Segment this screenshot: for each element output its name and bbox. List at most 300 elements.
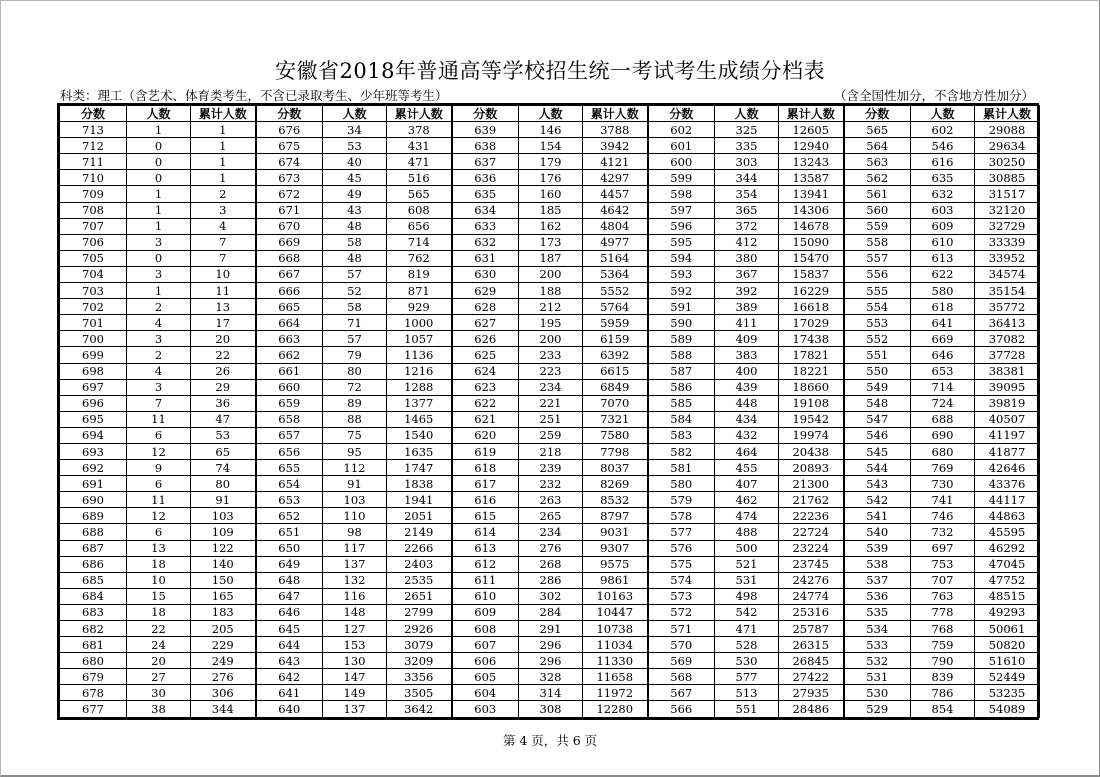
cell-score: 699 [60, 347, 127, 363]
cell-count: 89 [323, 395, 387, 411]
cell-count: 328 [519, 669, 583, 685]
cell-score: 536 [844, 588, 911, 604]
cell-score: 605 [452, 669, 519, 685]
cell-score: 639 [452, 122, 519, 138]
table-body [60, 122, 1040, 717]
cell-cumulative: 5364 [583, 266, 648, 282]
cell-cumulative: 11658 [583, 669, 648, 685]
cell-score: 685 [60, 572, 127, 588]
cell-score: 534 [844, 621, 911, 637]
cell-cumulative: 1377 [387, 395, 452, 411]
cell-cumulative: 54089 [975, 701, 1040, 717]
cell-score: 665 [256, 299, 323, 315]
cell-count: 680 [911, 443, 975, 459]
cell-count: 296 [519, 653, 583, 669]
cell-cumulative: 19542 [779, 411, 844, 427]
cell-score: 688 [60, 524, 127, 540]
cell-score: 591 [648, 299, 715, 315]
cell-cumulative: 471 [387, 154, 452, 170]
cell-cumulative: 24276 [779, 572, 844, 588]
cell-cumulative: 25316 [779, 604, 844, 620]
cell-count: 392 [715, 283, 779, 299]
table-row [60, 379, 1040, 395]
cell-cumulative: 1 [191, 122, 256, 138]
cell-count: 724 [911, 395, 975, 411]
cell-cumulative: 53235 [975, 685, 1040, 701]
cell-cumulative: 122 [191, 540, 256, 556]
cell-count: 521 [715, 556, 779, 572]
cell-cumulative: 26845 [779, 653, 844, 669]
cell-score: 659 [256, 395, 323, 411]
cell-count: 153 [323, 637, 387, 653]
category-note: 科类：理工（含艺术、体育类考生，不含已录取考生、少年班等考生） [60, 88, 448, 103]
cell-count: 2 [127, 347, 191, 363]
cell-cumulative: 4804 [583, 218, 648, 234]
cell-score: 556 [844, 266, 911, 282]
cell-cumulative: 1747 [387, 460, 452, 476]
header-score: 分数 [256, 106, 323, 122]
cell-cumulative: 20 [191, 331, 256, 347]
cell-cumulative: 7 [191, 250, 256, 266]
cell-count: 308 [519, 701, 583, 717]
cell-count: 9 [127, 460, 191, 476]
cell-cumulative: 714 [387, 234, 452, 250]
cell-cumulative: 8797 [583, 508, 648, 524]
cell-count: 110 [323, 508, 387, 524]
cell-count: 48 [323, 218, 387, 234]
cell-count: 95 [323, 443, 387, 459]
cell-count: 18 [127, 556, 191, 572]
cell-cumulative: 18221 [779, 363, 844, 379]
score-distribution-table [59, 105, 1040, 718]
cell-cumulative: 47752 [975, 572, 1040, 588]
cell-score: 642 [256, 669, 323, 685]
cell-count: 284 [519, 604, 583, 620]
table-row [60, 331, 1040, 347]
cell-score: 682 [60, 621, 127, 637]
cell-cumulative: 13243 [779, 154, 844, 170]
cell-cumulative: 17821 [779, 347, 844, 363]
cell-count: 276 [519, 540, 583, 556]
table-header-row [60, 106, 1040, 122]
cell-cumulative: 13941 [779, 186, 844, 202]
cell-score: 700 [60, 331, 127, 347]
cell-score: 678 [60, 685, 127, 701]
cell-cumulative: 33339 [975, 234, 1040, 250]
header-score: 分数 [452, 106, 519, 122]
cell-score: 706 [60, 234, 127, 250]
cell-count: 688 [911, 411, 975, 427]
cell-count: 372 [715, 218, 779, 234]
cell-score: 694 [60, 427, 127, 443]
cell-cumulative: 36413 [975, 315, 1040, 331]
cell-cumulative: 4457 [583, 186, 648, 202]
cell-cumulative: 565 [387, 186, 452, 202]
cell-count: 223 [519, 363, 583, 379]
cell-cumulative: 47 [191, 411, 256, 427]
cell-count: 730 [911, 476, 975, 492]
cell-score: 695 [60, 411, 127, 427]
cell-cumulative: 2 [191, 186, 256, 202]
cell-cumulative: 762 [387, 250, 452, 266]
cell-cumulative: 8532 [583, 492, 648, 508]
cell-count: 603 [911, 202, 975, 218]
cell-count: 137 [323, 701, 387, 717]
cell-cumulative: 29088 [975, 122, 1040, 138]
cell-count: 137 [323, 556, 387, 572]
table-row [60, 556, 1040, 572]
cell-score: 692 [60, 460, 127, 476]
cell-cumulative: 23745 [779, 556, 844, 572]
cell-cumulative: 41197 [975, 427, 1040, 443]
cell-score: 690 [60, 492, 127, 508]
cell-score: 683 [60, 604, 127, 620]
cell-count: 127 [323, 621, 387, 637]
table-row [60, 234, 1040, 250]
cell-score: 710 [60, 170, 127, 186]
cell-count: 528 [715, 637, 779, 653]
cell-score: 636 [452, 170, 519, 186]
cell-cumulative: 10738 [583, 621, 648, 637]
cell-score: 546 [844, 427, 911, 443]
cell-count: 103 [323, 492, 387, 508]
cell-score: 630 [452, 266, 519, 282]
cell-cumulative: 8269 [583, 476, 648, 492]
cell-score: 541 [844, 508, 911, 524]
cell-cumulative: 7 [191, 234, 256, 250]
cell-score: 658 [256, 411, 323, 427]
cell-count: 741 [911, 492, 975, 508]
cell-cumulative: 10 [191, 266, 256, 282]
cell-cumulative: 1540 [387, 427, 452, 443]
cell-score: 581 [648, 460, 715, 476]
cell-score: 607 [452, 637, 519, 653]
cell-cumulative: 33952 [975, 250, 1040, 266]
cell-cumulative: 4 [191, 218, 256, 234]
cell-score: 573 [648, 588, 715, 604]
cell-count: 546 [911, 138, 975, 154]
table-row [60, 363, 1040, 379]
table-row [60, 492, 1040, 508]
cell-count: 613 [911, 250, 975, 266]
cell-score: 619 [452, 443, 519, 459]
cell-score: 599 [648, 170, 715, 186]
cell-count: 380 [715, 250, 779, 266]
table-row [60, 621, 1040, 637]
header-count: 人数 [715, 106, 779, 122]
cell-cumulative: 2926 [387, 621, 452, 637]
cell-cumulative: 42646 [975, 460, 1040, 476]
cell-count: 0 [127, 154, 191, 170]
cell-count: 58 [323, 234, 387, 250]
cell-count: 790 [911, 653, 975, 669]
cell-count: 212 [519, 299, 583, 315]
cell-count: 732 [911, 524, 975, 540]
cell-cumulative: 7798 [583, 443, 648, 459]
cell-score: 558 [844, 234, 911, 250]
cell-count: 195 [519, 315, 583, 331]
header-cumulative: 累计人数 [779, 106, 844, 122]
cell-cumulative: 19974 [779, 427, 844, 443]
table-row [60, 476, 1040, 492]
cell-count: 38 [127, 701, 191, 717]
cell-cumulative: 1838 [387, 476, 452, 492]
cell-score: 650 [256, 540, 323, 556]
cell-count: 769 [911, 460, 975, 476]
cell-count: 690 [911, 427, 975, 443]
cell-score: 631 [452, 250, 519, 266]
cell-cumulative: 18660 [779, 379, 844, 395]
cell-cumulative: 8037 [583, 460, 648, 476]
cell-count: 147 [323, 669, 387, 685]
cell-count: 112 [323, 460, 387, 476]
cell-count: 335 [715, 138, 779, 154]
cell-score: 704 [60, 266, 127, 282]
cell-cumulative: 6615 [583, 363, 648, 379]
cell-cumulative: 3505 [387, 685, 452, 701]
table-row [60, 508, 1040, 524]
header-count: 人数 [323, 106, 387, 122]
table-row [60, 524, 1040, 540]
cell-count: 448 [715, 395, 779, 411]
cell-count: 314 [519, 685, 583, 701]
cell-cumulative: 3 [191, 202, 256, 218]
cell-count: 577 [715, 669, 779, 685]
cell-cumulative: 40507 [975, 411, 1040, 427]
cell-count: 286 [519, 572, 583, 588]
cell-score: 624 [452, 363, 519, 379]
cell-count: 239 [519, 460, 583, 476]
cell-count: 179 [519, 154, 583, 170]
cell-cumulative: 1057 [387, 331, 452, 347]
cell-score: 611 [452, 572, 519, 588]
cell-count: 6 [127, 427, 191, 443]
cell-score: 635 [452, 186, 519, 202]
cell-score: 548 [844, 395, 911, 411]
cell-count: 4 [127, 315, 191, 331]
cell-cumulative: 24774 [779, 588, 844, 604]
page-number: 第 4 页，共 6 页 [502, 733, 598, 748]
cell-count: 22 [127, 621, 191, 637]
cell-count: 98 [323, 524, 387, 540]
cell-count: 188 [519, 283, 583, 299]
cell-cumulative: 29634 [975, 138, 1040, 154]
cell-count: 439 [715, 379, 779, 395]
cell-score: 585 [648, 395, 715, 411]
cell-count: 75 [323, 427, 387, 443]
cell-score: 652 [256, 508, 323, 524]
cell-cumulative: 14306 [779, 202, 844, 218]
cell-score: 646 [256, 604, 323, 620]
cell-cumulative: 35772 [975, 299, 1040, 315]
cell-count: 200 [519, 331, 583, 347]
table-row [60, 637, 1040, 653]
cell-score: 702 [60, 299, 127, 315]
cell-count: 24 [127, 637, 191, 653]
cell-count: 117 [323, 540, 387, 556]
cell-count: 602 [911, 122, 975, 138]
cell-cumulative: 14678 [779, 218, 844, 234]
cell-cumulative: 17029 [779, 315, 844, 331]
cell-count: 52 [323, 283, 387, 299]
cell-score: 667 [256, 266, 323, 282]
cell-score: 584 [648, 411, 715, 427]
cell-cumulative: 47045 [975, 556, 1040, 572]
table-row [60, 701, 1040, 717]
cell-count: 2 [127, 299, 191, 315]
cell-score: 561 [844, 186, 911, 202]
cell-score: 681 [60, 637, 127, 653]
cell-count: 6 [127, 524, 191, 540]
header-count: 人数 [519, 106, 583, 122]
cell-count: 221 [519, 395, 583, 411]
cell-cumulative: 1635 [387, 443, 452, 459]
cell-count: 79 [323, 347, 387, 363]
cell-score: 533 [844, 637, 911, 653]
cell-score: 670 [256, 218, 323, 234]
cell-count: 30 [127, 685, 191, 701]
cell-score: 530 [844, 685, 911, 701]
cell-count: 259 [519, 427, 583, 443]
cell-count: 200 [519, 266, 583, 282]
cell-cumulative: 51610 [975, 653, 1040, 669]
cell-cumulative: 32120 [975, 202, 1040, 218]
cell-score: 669 [256, 234, 323, 250]
cell-score: 553 [844, 315, 911, 331]
cell-score: 568 [648, 669, 715, 685]
cell-cumulative: 16229 [779, 283, 844, 299]
cell-cumulative: 39095 [975, 379, 1040, 395]
cell-count: 34 [323, 122, 387, 138]
cell-cumulative: 15837 [779, 266, 844, 282]
cell-count: 1 [127, 283, 191, 299]
header-score: 分数 [844, 106, 911, 122]
cell-score: 554 [844, 299, 911, 315]
cell-cumulative: 20893 [779, 460, 844, 476]
cell-score: 701 [60, 315, 127, 331]
cell-score: 691 [60, 476, 127, 492]
cell-cumulative: 12280 [583, 701, 648, 717]
cell-cumulative: 7580 [583, 427, 648, 443]
cell-count: 609 [911, 218, 975, 234]
cell-cumulative: 4297 [583, 170, 648, 186]
cell-cumulative: 3209 [387, 653, 452, 669]
cell-cumulative: 2799 [387, 604, 452, 620]
cell-count: 12 [127, 508, 191, 524]
cell-cumulative: 37728 [975, 347, 1040, 363]
table-row [60, 540, 1040, 556]
cell-cumulative: 46292 [975, 540, 1040, 556]
cell-score: 593 [648, 266, 715, 282]
cell-count: 233 [519, 347, 583, 363]
cell-score: 705 [60, 250, 127, 266]
cell-cumulative: 43376 [975, 476, 1040, 492]
table-row [60, 588, 1040, 604]
cell-cumulative: 5959 [583, 315, 648, 331]
cell-count: 251 [519, 411, 583, 427]
cell-count: 71 [323, 315, 387, 331]
cell-score: 653 [256, 492, 323, 508]
cell-count: 618 [911, 299, 975, 315]
cell-cumulative: 229 [191, 637, 256, 653]
cell-cumulative: 20438 [779, 443, 844, 459]
cell-cumulative: 1465 [387, 411, 452, 427]
cell-score: 661 [256, 363, 323, 379]
cell-score: 634 [452, 202, 519, 218]
cell-cumulative: 1136 [387, 347, 452, 363]
cell-count: 268 [519, 556, 583, 572]
cell-score: 713 [60, 122, 127, 138]
cell-cumulative: 2266 [387, 540, 452, 556]
cell-score: 677 [60, 701, 127, 717]
cell-cumulative: 22236 [779, 508, 844, 524]
cell-cumulative: 50820 [975, 637, 1040, 653]
cell-cumulative: 19108 [779, 395, 844, 411]
cell-count: 72 [323, 379, 387, 395]
cell-cumulative: 11 [191, 283, 256, 299]
cell-cumulative: 23224 [779, 540, 844, 556]
page-title: 安徽省2018年普通高等学校招生统一考试考生成绩分档表 [275, 59, 825, 83]
cell-cumulative: 27935 [779, 685, 844, 701]
cell-score: 549 [844, 379, 911, 395]
cell-score: 625 [452, 347, 519, 363]
cell-cumulative: 2535 [387, 572, 452, 588]
cell-count: 3 [127, 266, 191, 282]
cell-cumulative: 344 [191, 701, 256, 717]
cell-cumulative: 150 [191, 572, 256, 588]
cell-count: 7 [127, 395, 191, 411]
cell-count: 160 [519, 186, 583, 202]
cell-cumulative: 4977 [583, 234, 648, 250]
cell-cumulative: 26 [191, 363, 256, 379]
cell-cumulative: 6159 [583, 331, 648, 347]
cell-score: 576 [648, 540, 715, 556]
cell-cumulative: 819 [387, 266, 452, 282]
cell-count: 610 [911, 234, 975, 250]
table-row [60, 283, 1040, 299]
cell-count: 669 [911, 331, 975, 347]
cell-score: 672 [256, 186, 323, 202]
cell-count: 3 [127, 234, 191, 250]
cell-count: 27 [127, 669, 191, 685]
cell-score: 618 [452, 460, 519, 476]
cell-cumulative: 3942 [583, 138, 648, 154]
header-score: 分数 [60, 106, 127, 122]
cell-cumulative: 30250 [975, 154, 1040, 170]
cell-score: 562 [844, 170, 911, 186]
bonus-note: （含全国性加分，不含地方性加分） [833, 88, 1034, 103]
cell-score: 686 [60, 556, 127, 572]
cell-score: 597 [648, 202, 715, 218]
cell-score: 645 [256, 621, 323, 637]
cell-cumulative: 12940 [779, 138, 844, 154]
cell-count: 635 [911, 170, 975, 186]
cell-cumulative: 9031 [583, 524, 648, 540]
cell-count: 11 [127, 411, 191, 427]
cell-count: 218 [519, 443, 583, 459]
cell-count: 646 [911, 347, 975, 363]
cell-score: 711 [60, 154, 127, 170]
cell-score: 594 [648, 250, 715, 266]
cell-count: 162 [519, 218, 583, 234]
cell-score: 580 [648, 476, 715, 492]
cell-cumulative: 1 [191, 138, 256, 154]
header-count: 人数 [911, 106, 975, 122]
cell-count: 513 [715, 685, 779, 701]
table-row [60, 347, 1040, 363]
cell-cumulative: 2403 [387, 556, 452, 572]
cell-score: 557 [844, 250, 911, 266]
